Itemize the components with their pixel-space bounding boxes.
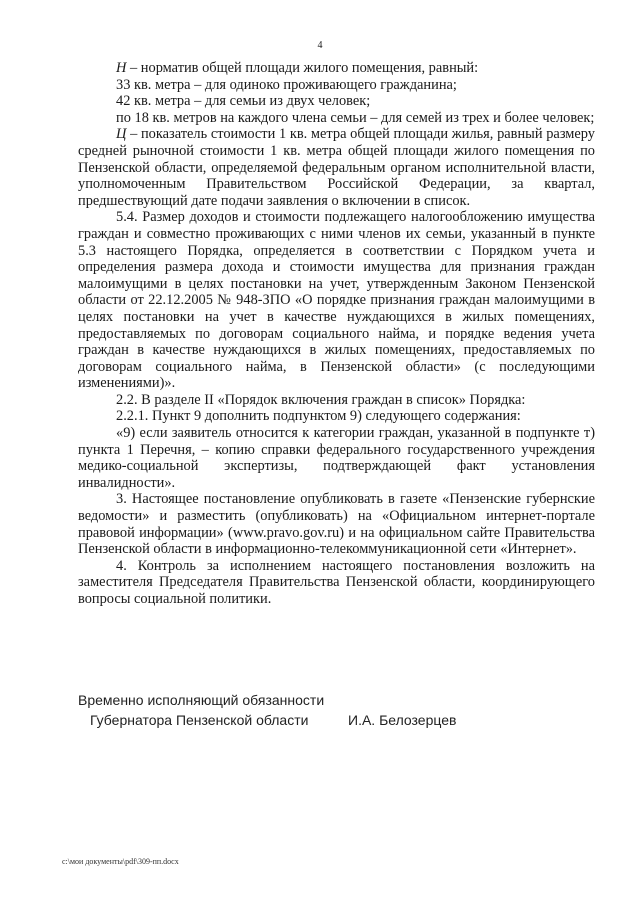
variable-c: Ц [116, 126, 127, 143]
variable-n: Н [116, 60, 127, 76]
paragraph-18: по 18 кв. метров на каждого члена семьи – для семей из трех и более человек; [116, 109, 595, 126]
paragraph-subpoint-9: «9) если заявитель относится к категории граждан, указанной в подпункте т) пункта 1 Перечня, – копию справки федерального государственного учреждения медико-социальной экспертизы, подтверждающей факт установления инвалидности». [78, 425, 595, 491]
paragraph-text: – показатель стоимости 1 кв. метра общей площади жилья, равный размеру средней рыночной стоимости 1 кв. метра общей площади жилого помещения по Пензенской области, определяемой федеральным органом исполнительной власти, уполномоченным Правительством Российской Федерации, за квартал, предшествующий дате подачи заявления о включении в список. [78, 126, 595, 209]
paragraph-norm-area [78, 60, 595, 77]
signature-title-line2: Губернатора Пензенской области [90, 712, 309, 728]
document-body [78, 60, 595, 608]
paragraph-control: 4. Контроль за исполнением настоящего постановления возложить на заместителя Председателя Правительства Пензенской области, координирующего вопросы социальной политики. [78, 557, 595, 607]
paragraph-5-4: 5.4. Размер доходов и стоимости подлежащего налогообложению имущества граждан и совместно проживающих с ними членов их семьи, указанный в пункте 5.3 настоящего Порядка, определяется в соответствии с Порядком учета и определения размера дохода и стоимости имущества для признания граждан малоимущими в целях постановки на учет, утвержденным Законом Пензенской области от 22.12.2005 № 948-ЗПО «О порядке признания граждан малоимущими в целях постановки на учет в качестве нуждающихся в жилых помещениях, предоставляемых по договорам социального найма, и порядке ведения учета граждан в качестве нуждающихся в жилых помещениях, предоставляемых по договорам социального найма, в Пензенской области» (с последующими изменениями)». [78, 209, 595, 392]
paragraph-2-2: 2.2. В разделе II «Порядок включения граждан в список» Порядка: [116, 391, 526, 408]
paragraph-price-indicator [78, 126, 595, 209]
paragraph-33: 33 кв. метра – для одиноко проживающего гражданина; [116, 76, 457, 93]
signature-block [78, 690, 457, 730]
signature-title-line1: Временно исполняющий обязанности [78, 692, 325, 708]
paragraph-text: – норматив общей площади жилого помещения, равный: [126, 60, 479, 76]
paragraph-publication: 3. Настоящее постановление опубликовать в газете «Пензенские губернские ведомости» и разместить (опубликовать) на «Официальном интернет-портале правовой информации» (www.pravo.gov.ru) и на официальном сайте Правительства Пензенской области в информационно-телекоммуникационной сети «Интернет». [78, 491, 595, 558]
signatory-name: И.А. Белозерцев [348, 712, 457, 728]
page-number: 4 [317, 40, 323, 51]
paragraph-2-2-1: 2.2.1. Пункт 9 дополнить подпунктом 9) следующего содержания: [116, 408, 521, 425]
footer-file-path: c:\мои документы\pdf\309-пп.docx [62, 857, 179, 866]
paragraph-42: 42 кв. метра – для семьи из двух человек; [116, 93, 371, 110]
